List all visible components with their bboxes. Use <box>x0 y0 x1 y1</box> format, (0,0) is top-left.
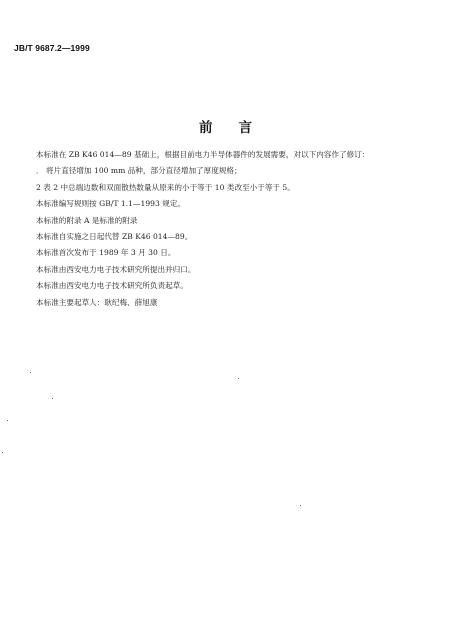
paragraph-drafters: 本标准主要起草人：耿纪梅、薛旭康 <box>36 297 158 307</box>
scan-speck <box>30 372 31 373</box>
paragraph-rules: 本标准编写规则按 GB/T 1.1—1993 规定。 <box>36 199 186 209</box>
paragraph-appendix: 本标准的附录 A 是标准的附录 <box>36 215 138 225</box>
paragraph-drafted-by: 本标准由西安电力电子技术研究所负责起草。 <box>36 281 188 291</box>
standard-code: JB/T 9687.2—1999 <box>14 43 90 53</box>
foreword-body <box>36 147 441 311</box>
paragraph-intro: 本标准在 ZB K46 014—89 基础上，根据目前电力半导体器件的发展需要，对以下内容作了修订： <box>36 150 370 159</box>
page-title: 前言 <box>199 120 278 136</box>
scan-speck <box>7 420 8 421</box>
paragraph-first-issue: 本标准首次发布于 1989 年 3 月 30 日。 <box>36 248 176 258</box>
scan-speck <box>300 505 301 506</box>
scan-speck <box>2 452 3 453</box>
scan-speck <box>52 398 53 399</box>
paragraph-item-2: 2 表 2 中总端边数和双面散热数量从原来的小于等于 10 类改至小于等于 5。 <box>36 182 295 192</box>
paragraph-replaces: 本标准自实施之日起代替 ZB K46 014—89。 <box>36 232 193 242</box>
scan-speck <box>238 378 239 379</box>
paragraph-item-1: ． 将片直径增加 100 mm 品种，部分直径增加了厚度规格； <box>36 166 242 176</box>
paragraph-proposed-by: 本标准由西安电力电子技术研究所提出并归口。 <box>36 264 196 274</box>
